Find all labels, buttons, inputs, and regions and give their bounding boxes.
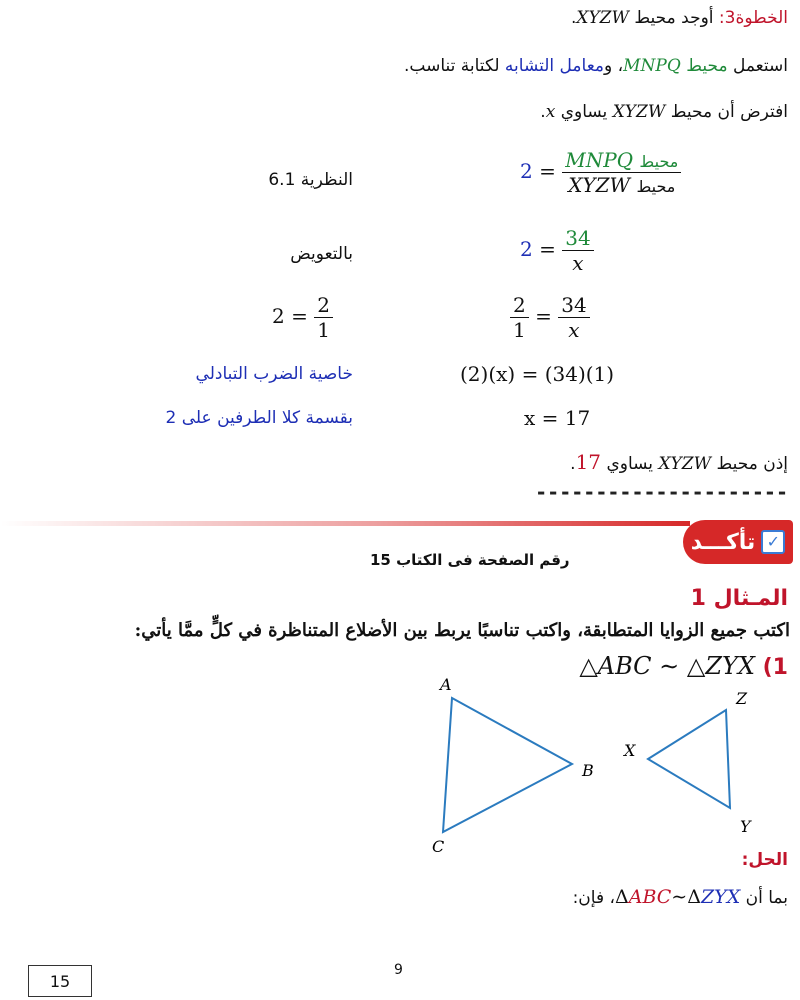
step3-line (571, 8, 788, 28)
perimeter-ratio (562, 148, 681, 197)
use-suffix: لكتابة تناسب. (404, 56, 500, 76)
fraction (562, 226, 593, 275)
similarity-expression (615, 886, 740, 908)
example-instruction: اكتب جميع الزوايا المتطابقة، واكتب تناسبًا يربط بين الأضلاع المتناظرة في كلٍّ ممَّا يأتي: (134, 620, 790, 641)
triangle-zyx-shape (648, 710, 730, 808)
solution-suffix: ، فإن: (572, 888, 615, 908)
reason-divide: بقسمة كلا الطرفين على 2 (165, 408, 353, 428)
numerator-word: محيط (639, 152, 679, 171)
denominator: x (572, 251, 584, 275)
perimeter-label: محيط (686, 56, 728, 76)
delta-symbol: Δ (614, 886, 629, 908)
equation-substitution: 2 = $\frac{34}{x}$ (520, 226, 594, 275)
assume-line (540, 102, 788, 122)
assume-prefix: افترض أن محيط (670, 102, 788, 122)
assume-middle: يساوي (560, 102, 608, 122)
side-lhs: 2 (272, 304, 285, 328)
step-label: الخطوة3: (718, 8, 788, 28)
numerator: 2 (513, 293, 526, 317)
period: . (540, 102, 546, 122)
scale-factor-label: معامل التشابه (504, 56, 605, 76)
side-note-equation: 2 = $\frac{2}{1}$ (272, 293, 333, 342)
reason-theorem: النظرية 6.1 (268, 170, 353, 190)
equation-cross-multiply: (2)(x) = (34)(1) (460, 362, 615, 386)
eq-lhs: 2 (520, 237, 533, 261)
reason-substitution: بالتعويض (290, 244, 353, 264)
denominator: x (568, 318, 580, 342)
shape-name: MNPQ (623, 56, 681, 76)
numerator: 34 (565, 226, 591, 250)
reason-cross-multiply: خاصية الضرب التبادلي (195, 364, 353, 384)
numerator-shape: MNPQ (565, 148, 634, 172)
use-prefix: استعمل (732, 56, 788, 76)
denominator: 1 (513, 318, 526, 342)
triangle-abc-name: ABC (628, 886, 672, 908)
variable: x (545, 102, 556, 122)
shape-name: XYZW (576, 8, 629, 28)
denominator: 1 (317, 318, 330, 342)
triangle-zyx (622, 689, 752, 836)
conclusion-line (570, 450, 788, 474)
triangle-abc-shape (443, 698, 572, 832)
badge-label: تأكـــد (690, 529, 756, 555)
vertex-label-c: C (432, 837, 445, 856)
use-line (404, 56, 788, 76)
similar-symbol: ∼ (671, 886, 688, 908)
denominator-shape: XYZW (568, 173, 631, 197)
vertex-label-z: Z (736, 689, 748, 708)
conclusion-middle: يساوي (606, 454, 654, 474)
fraction-left (510, 293, 529, 342)
solution-line (573, 886, 788, 908)
solution-label: الحل: (741, 850, 788, 870)
vertex-label-y: Y (740, 817, 751, 836)
result-value: 17 (575, 450, 602, 474)
separator: ، و (604, 56, 624, 76)
page-number: 9 (394, 962, 403, 978)
check-badge (683, 520, 793, 564)
shape-name: XYZW (612, 102, 666, 122)
delta-symbol: Δ (687, 886, 701, 908)
fraction (314, 293, 333, 342)
eq-lhs: 2 (520, 159, 533, 183)
vertex-label-x: X (624, 741, 636, 760)
vertex-label-a: A (440, 675, 452, 694)
step-text: أوجد محيط (634, 8, 714, 28)
triangle-zyx-name: ZYX (700, 886, 741, 908)
separator-dashes: --------------------- (535, 480, 788, 504)
triangle-abc (432, 675, 594, 856)
fraction-right (558, 293, 589, 342)
vertex-label-b: B (582, 761, 594, 780)
denominator-word: محيط (636, 177, 676, 196)
period: . (570, 454, 576, 474)
triangles-figure (410, 668, 790, 868)
book-page-reference: رقم الصفحة فى الكتاب 15 (370, 551, 570, 569)
item-number: (1 (762, 655, 788, 680)
shape-name: XYZW (658, 454, 712, 474)
page-box: 15 (28, 965, 92, 997)
conclusion-prefix: إذن محيط (716, 454, 788, 474)
period: . (570, 8, 577, 28)
equation-result: x = 17 (524, 406, 591, 430)
similarity-statement: △ABC ∼ △ZYX (579, 652, 755, 680)
numerator: 34 (561, 293, 587, 317)
numerator: 2 (317, 293, 330, 317)
example-title: المـثال 1 (690, 586, 788, 611)
solution-prefix: بما أن (745, 888, 788, 908)
banner-line (0, 521, 690, 526)
equation-ratio: $\frac{2}{1}$ = $\frac{34}{x}$ (510, 293, 590, 342)
equation-theorem: 2 = $\frac{\text{MNPQ محيط}}{\text{XYZW محيط}}$ (520, 148, 681, 197)
checkbox-icon: ✓ (761, 530, 785, 554)
